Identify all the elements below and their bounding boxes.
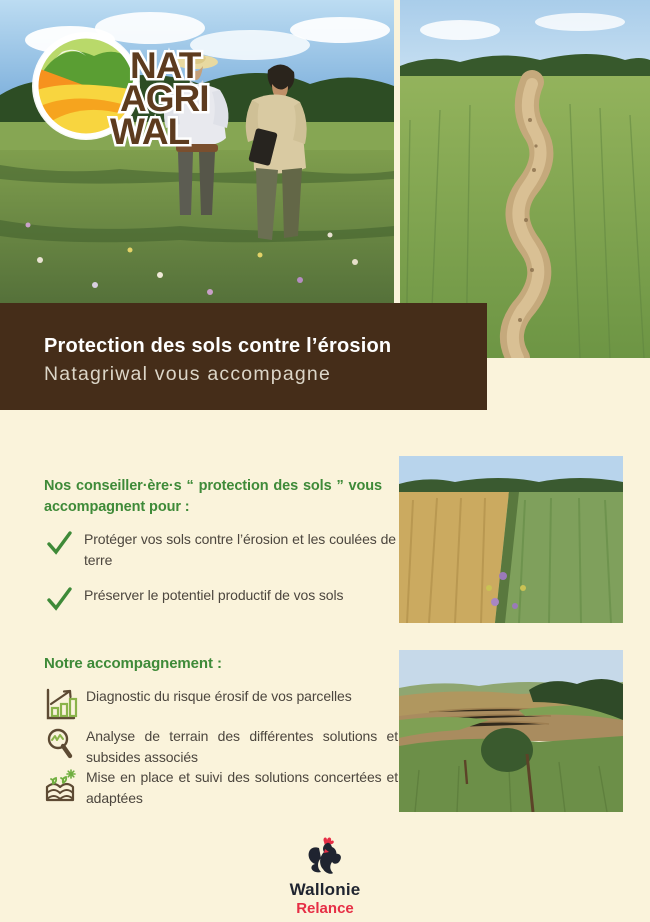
cover-strip-illustration xyxy=(399,456,623,623)
benefit-item-productivity xyxy=(46,585,396,612)
benefit-item-text: Protéger vos sols contre l’érosion et les coulées de terre xyxy=(84,531,396,568)
benefit-item-text: Préserver le potentiel productif de vos sols xyxy=(84,587,344,603)
wallonia-rooster-icon xyxy=(303,836,347,878)
logo-text-agri: AGRI xyxy=(120,78,209,119)
service-item-mise-en-place xyxy=(42,767,398,809)
logo-text-nat: NAT xyxy=(130,45,201,86)
banner-title: Protection des sols contre l’érosion xyxy=(44,335,392,357)
service-item-text: Mise en place et suivi des solutions concertées et adaptées xyxy=(86,769,398,806)
natagriwal-logo xyxy=(24,26,254,152)
accompaniment-heading: Notre accompagnement : xyxy=(44,655,222,672)
magnifier-icon xyxy=(42,726,78,762)
intro-heading: Nos conseiller·ère·s “ protection des sols ” vous accompagnent pour : xyxy=(44,478,382,515)
footer-program-label: Relance xyxy=(296,900,354,917)
benefit-item-erosion xyxy=(46,529,396,571)
footer xyxy=(0,836,650,917)
hilly-landscape-illustration xyxy=(399,650,623,812)
banner-subtitle: Natagriwal vous accompagne xyxy=(44,363,332,385)
natagriwal-logo-graphic xyxy=(24,26,254,152)
footer-region-label: Wallonie xyxy=(289,880,361,899)
service-item-text: Diagnostic du risque érosif de vos parcelles xyxy=(86,688,352,704)
check-icon xyxy=(46,530,72,556)
service-item-analyse xyxy=(42,726,398,768)
bar-chart-icon xyxy=(42,686,78,722)
title-banner xyxy=(0,303,487,410)
photo-hilly-landscape xyxy=(399,650,623,812)
sprout-field-icon xyxy=(42,767,78,803)
check-icon xyxy=(46,586,72,612)
service-item-diagnostic xyxy=(42,686,398,722)
photo-cover-strip xyxy=(399,456,623,623)
sun-asterisk xyxy=(67,770,75,778)
logo-text-wal: WAL xyxy=(110,111,190,152)
service-item-text: Analyse de terrain des différentes solutions et subsides associés xyxy=(86,728,398,765)
